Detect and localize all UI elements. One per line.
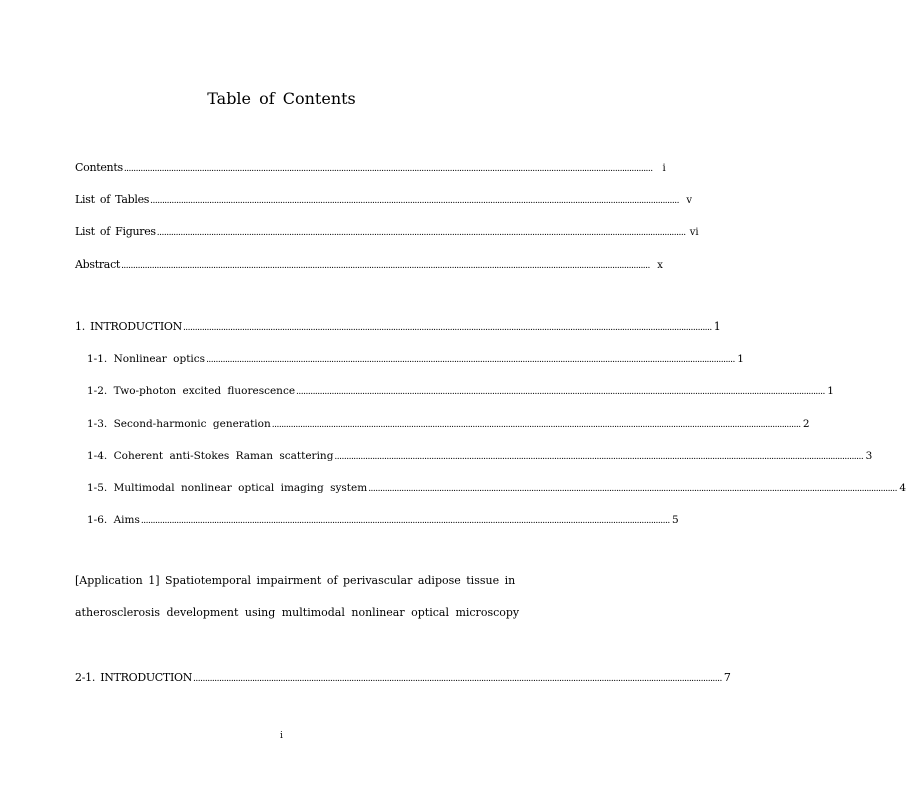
toc-entry-page: 5	[672, 514, 679, 526]
dot-leader: ................................................................................................................................................................................................................................	[156, 228, 686, 238]
toc-entry-label: List of Figures	[75, 225, 156, 238]
toc-entry-section-1-5[interactable]	[87, 481, 906, 496]
page-title: Table of Contents	[207, 89, 356, 108]
toc-entry-page: vi	[689, 227, 699, 238]
toc-entry-page: v	[686, 195, 692, 206]
toc-entry-page: x	[657, 260, 663, 271]
dot-leader: ................................................................................................................................................................................................................................	[206, 355, 735, 365]
toc-entry-page: 1	[737, 353, 744, 365]
dot-leader: ................................................................................................................................................................................................................................	[334, 452, 864, 462]
toc-entry-section-2-1[interactable]	[75, 671, 731, 686]
toc-entry-section-1-4[interactable]	[87, 449, 873, 464]
application-1-title-line-2: atherosclerosis development using multimodal nonlinear optical microscopy	[75, 606, 520, 619]
toc-entry-list-of-tables[interactable]	[75, 193, 692, 208]
toc-entry-label: 2-1. INTRODUCTION	[75, 671, 193, 684]
toc-entry-label: 1-5. Multimodal nonlinear optical imaging system	[87, 482, 368, 494]
page-number: i	[280, 731, 283, 741]
toc-entry-page: 7	[723, 671, 731, 684]
toc-entry-section-1-1[interactable]	[87, 352, 744, 367]
toc-entry-label: 1-1. Nonlinear optics	[87, 353, 206, 365]
toc-entry-label: 1-6. Aims	[87, 514, 140, 526]
dot-leader: ................................................................................................................................................................................................................................	[123, 164, 653, 174]
toc-entry-label: 1-4. Coherent anti-Stokes Raman scattering	[87, 450, 334, 462]
toc-entry-contents[interactable]	[75, 161, 666, 176]
toc-entry-page: 3	[865, 450, 873, 462]
toc-entry-chapter-1[interactable]	[75, 320, 721, 335]
toc-entry-page: 4	[899, 482, 906, 494]
toc-entry-section-1-6[interactable]	[87, 513, 679, 528]
toc-entry-abstract[interactable]	[75, 258, 663, 273]
toc-entry-label: List of Tables	[75, 193, 150, 206]
toc-entry-page: 2	[802, 418, 810, 430]
toc-entry-label: Contents	[75, 161, 123, 174]
application-1-title-line-1: [Application 1] Spatiotemporal impairment of perivascular adipose tissue in	[75, 574, 516, 587]
toc-entry-label: 1-3. Second-harmonic generation	[87, 418, 271, 430]
dot-leader: ................................................................................................................................................................................................................................	[182, 323, 712, 333]
dot-leader: ................................................................................................................................................................................................................................	[271, 420, 801, 430]
toc-entry-page: 1	[713, 320, 721, 333]
dot-leader: ................................................................................................................................................................................................................................	[296, 387, 825, 397]
toc-entry-section-1-3[interactable]	[87, 417, 810, 432]
toc-entry-list-of-figures[interactable]	[75, 225, 699, 240]
dot-leader: ................................................................................................................................................................................................................................	[368, 484, 898, 494]
toc-entry-label: Abstract	[75, 258, 121, 271]
toc-entry-label: 1-2. Two-photon excited fluorescence	[87, 385, 296, 397]
dot-leader: ................................................................................................................................................................................................................................	[121, 261, 650, 271]
dot-leader: ................................................................................................................................................................................................................................	[140, 516, 670, 526]
toc-entry-section-1-2[interactable]	[87, 384, 834, 399]
toc-entry-page: 1	[827, 385, 834, 397]
toc-entry-label: 1. INTRODUCTION	[75, 320, 182, 333]
dot-leader: ................................................................................................................................................................................................................................	[150, 196, 679, 206]
dot-leader: ................................................................................................................................................................................................................................	[193, 674, 722, 684]
toc-entry-page: i	[662, 163, 666, 174]
